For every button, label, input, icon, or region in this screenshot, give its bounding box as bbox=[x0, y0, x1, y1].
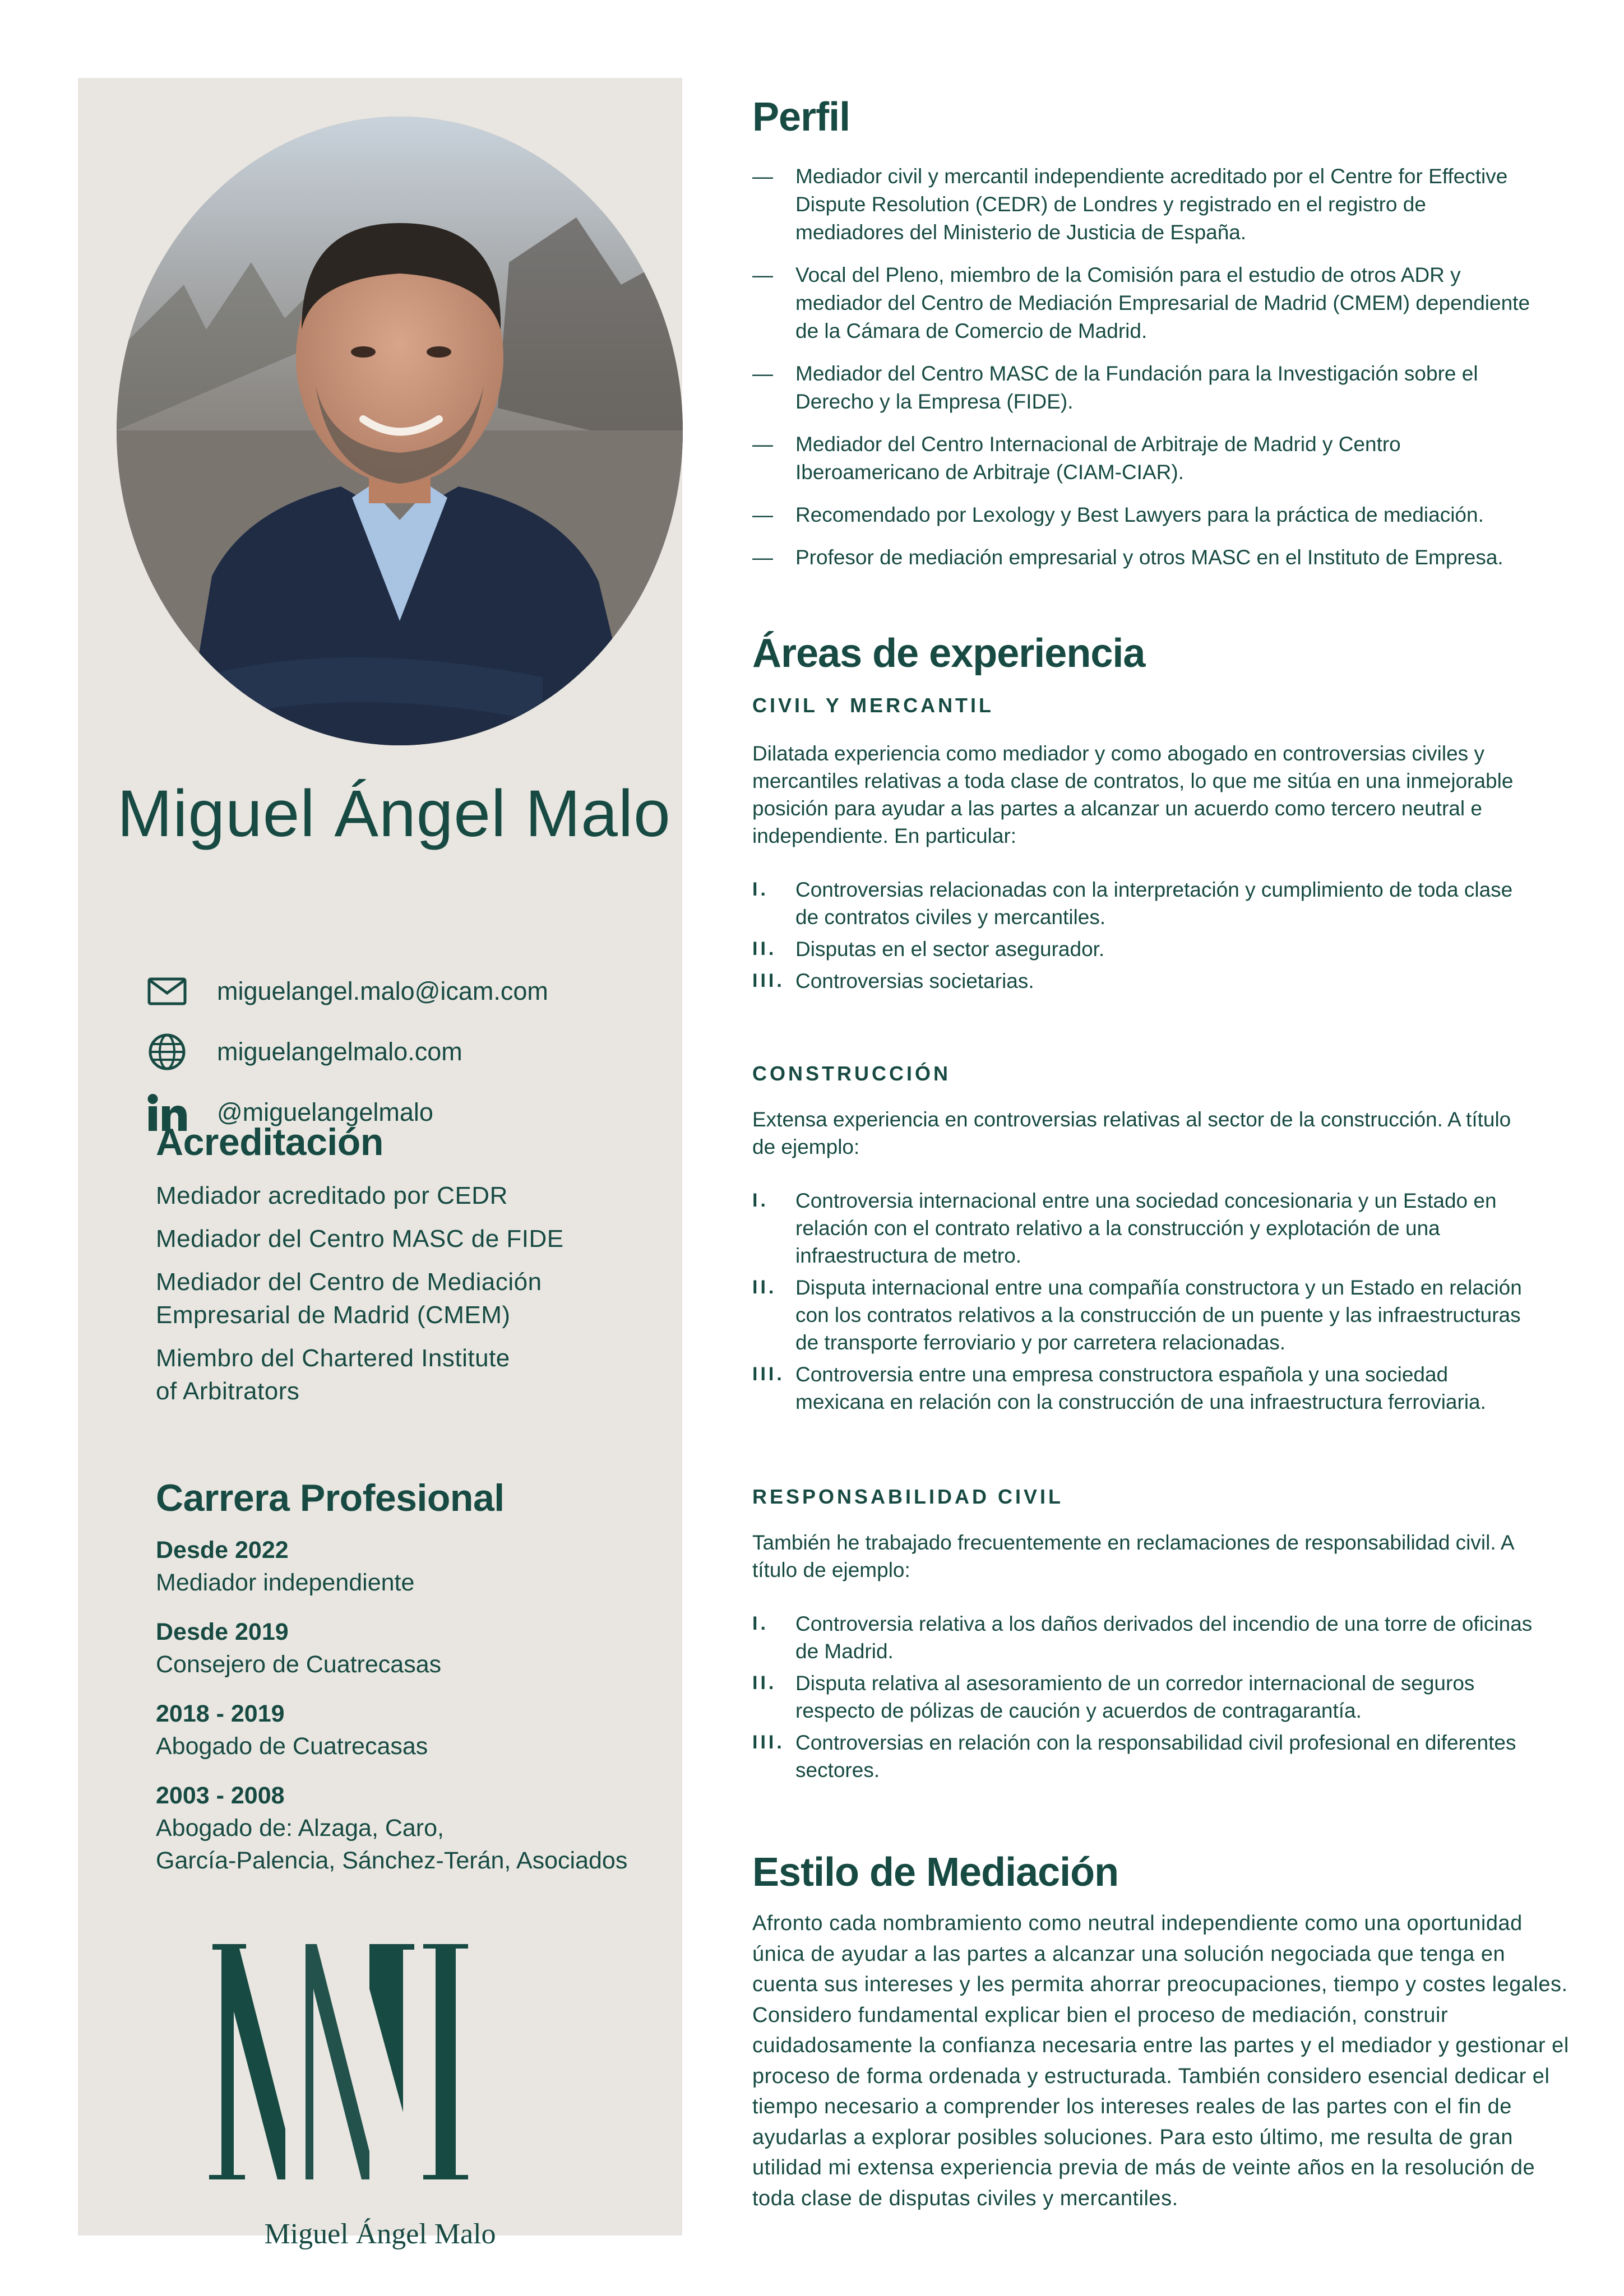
globe-icon bbox=[146, 1031, 188, 1073]
website-link[interactable]: miguelangelmalo.com bbox=[217, 1037, 462, 1066]
logo-signature-name: Miguel Ángel Malo bbox=[264, 2218, 496, 2250]
career-years: Desde 2019 bbox=[156, 1618, 289, 1645]
civil-intro: Dilatada experiencia como mediador y como abogado en controversias civiles y mercantiles relativas a toda clase de contratos, lo que me sitúa en una inmejorable posición para ayudar a las partes a alcanzar un acuerdo como tercero neutral e independiente. En particular: bbox=[752, 742, 1514, 847]
areas-heading: Áreas de experiencia bbox=[752, 631, 1145, 676]
responsabilidad-item: I. Controversia relativa a los daños derivados del incendio de una torre de oficinas de Madrid. bbox=[752, 1612, 1533, 1663]
mail-icon bbox=[146, 971, 188, 1012]
contact-email[interactable] bbox=[146, 969, 548, 1014]
civil-item: III. Controversias societarias. bbox=[752, 970, 1034, 992]
career-list bbox=[156, 1534, 660, 1894]
perfil-list bbox=[752, 163, 1537, 586]
responsabilidad-item: III. Controversias en relación con la responsabilidad civil profesional en diferentes sectores. bbox=[752, 1731, 1516, 1782]
career-role: Consejero de Cuatrecasas bbox=[156, 1651, 442, 1678]
career-role: Mediador independiente bbox=[156, 1569, 415, 1596]
career-item bbox=[156, 1534, 660, 1599]
linkedin-link[interactable]: @miguelangelmalo bbox=[217, 1098, 433, 1126]
career-role: Abogado de Cuatrecasas bbox=[156, 1733, 428, 1760]
mam-monogram-logo bbox=[201, 1944, 560, 2179]
perfil-heading: Perfil bbox=[752, 95, 850, 140]
construccion-item: II. Disputa internacional entre una compañía constructora y un Estado en relación con los contratos relativos a la construcción de un puente y las infraestructuras de transporte ferroviario y por carretera relacionadas. bbox=[752, 1276, 1522, 1354]
estilo-paragraph: Afronto cada nombramiento como neutral independiente como una oportunidad única de ayudar a las partes a alcanzar una solución negociada que tenga en cuenta sus intereses y les permita ahorrar preocupaciones, tiempo y costes legales. Considero fundamental explicar bien el proceso de mediación, construir cuidadosamente la confianza necesaria entre las partes y el mediador y gestionar el proceso de forma ordenada y estructurada. También considero esencial dedicar el tiempo necesario a comprender los intereses reales de las partes con el fin de ayudarlas a explorar posibles soluciones. Para esto último, me resulta de gran utilidad mi extensa experiencia previa de más de veinte años en la resolución de toda clase de disputas civiles y mercantiles. bbox=[752, 1912, 1569, 2210]
perfil-item: — Mediador civil y mercantil independiente acreditado por el Centre for Effective Dispute Resolution (CEDR) de Londres y registrado en el registro de mediadores del Ministerio de Justicia de España. bbox=[752, 165, 1508, 244]
civil-item: II. Disputas en el sector asegurador. bbox=[752, 938, 1105, 961]
career-item bbox=[156, 1779, 660, 1877]
career-years: 2003 - 2008 bbox=[156, 1782, 285, 1809]
responsabilidad-list bbox=[752, 1610, 1537, 1788]
perfil-item: — Mediador del Centro MASC de la Fundación para la Investigación sobre el Derecho y la Empresa (FIDE). bbox=[752, 362, 1478, 413]
civil-item: I. Controversias relacionadas con la interpretación y cumplimiento de toda clase de contratos civiles y mercantiles. bbox=[752, 878, 1513, 929]
career-heading: Carrera Profesional bbox=[156, 1477, 505, 1519]
accreditation-item: Mediador del Centro MASC de FIDE bbox=[156, 1225, 564, 1253]
accreditation-list bbox=[156, 1179, 660, 1418]
career-role: Abogado de: Alzaga, Caro, García-Palencia, Sánchez-Terán, Asociados bbox=[156, 1815, 628, 1874]
construccion-item: I. Controversia internacional entre una sociedad concesionaria y un Estado en relación con el contrato relativo a la construcción y explotación de una infraestructura de metro. bbox=[752, 1189, 1497, 1267]
civil-subheading: CIVIL Y MERCANTIL bbox=[752, 694, 994, 717]
profile-photo bbox=[117, 117, 683, 745]
accreditation-item: Mediador del Centro de Mediación Empresarial de Madrid (CMEM) bbox=[156, 1268, 542, 1329]
construccion-item: III. Controversia entre una empresa constructora española y una sociedad mexicana en relación con la construcción de una infraestructura ferroviaria. bbox=[752, 1363, 1486, 1413]
accreditation-item: Miembro del Chartered Institute of Arbitrators bbox=[156, 1344, 510, 1405]
responsabilidad-item: II. Disputa relativa al asesoramiento de un corredor internacional de seguros respecto de pólizas de caución y acuerdos de contragarantía. bbox=[752, 1672, 1475, 1722]
contact-website[interactable] bbox=[146, 1029, 462, 1074]
estilo-heading: Estilo de Mediación bbox=[752, 1850, 1119, 1895]
responsabilidad-intro: También he trabajado frecuentemente en reclamaciones de responsabilidad civil. A título de ejemplo: bbox=[752, 1531, 1514, 1581]
career-years: 2018 - 2019 bbox=[156, 1700, 285, 1727]
construccion-subheading: CONSTRUCCIÓN bbox=[752, 1062, 951, 1085]
career-item bbox=[156, 1616, 660, 1681]
email-link[interactable]: miguelangel.malo@icam.com bbox=[217, 977, 548, 1005]
perfil-item: — Mediador del Centro Internacional de Arbitraje de Madrid y Centro Iberoamericano de Arbitraje (CIAM-CIAR). bbox=[752, 433, 1401, 484]
perfil-item: — Recomendado por Lexology y Best Lawyers para la práctica de mediación. bbox=[752, 503, 1484, 526]
career-item bbox=[156, 1697, 660, 1762]
construccion-list bbox=[752, 1187, 1537, 1420]
sidebar bbox=[78, 78, 682, 2250]
civil-list bbox=[752, 876, 1537, 999]
responsabilidad-subheading: RESPONSABILIDAD CIVIL bbox=[752, 1485, 1064, 1508]
accreditation-heading: Acreditación bbox=[156, 1121, 383, 1163]
person-name: Miguel Ángel Malo bbox=[117, 777, 671, 851]
perfil-item: — Profesor de mediación empresarial y otros MASC en el Instituto de Empresa. bbox=[752, 546, 1503, 569]
career-years: Desde 2022 bbox=[156, 1537, 289, 1564]
construccion-intro: Extensa experiencia en controversias relativas al sector de la construcción. A título de ejemplo: bbox=[752, 1108, 1511, 1158]
perfil-item: — Vocal del Pleno, miembro de la Comisión para el estudio de otros ADR y mediador del Centro de Mediación Empresarial de Madrid (CMEM) dependiente de la Cámara de Comercio de Madrid. bbox=[752, 263, 1530, 342]
accreditation-item: Mediador acreditado por CEDR bbox=[156, 1182, 508, 1209]
